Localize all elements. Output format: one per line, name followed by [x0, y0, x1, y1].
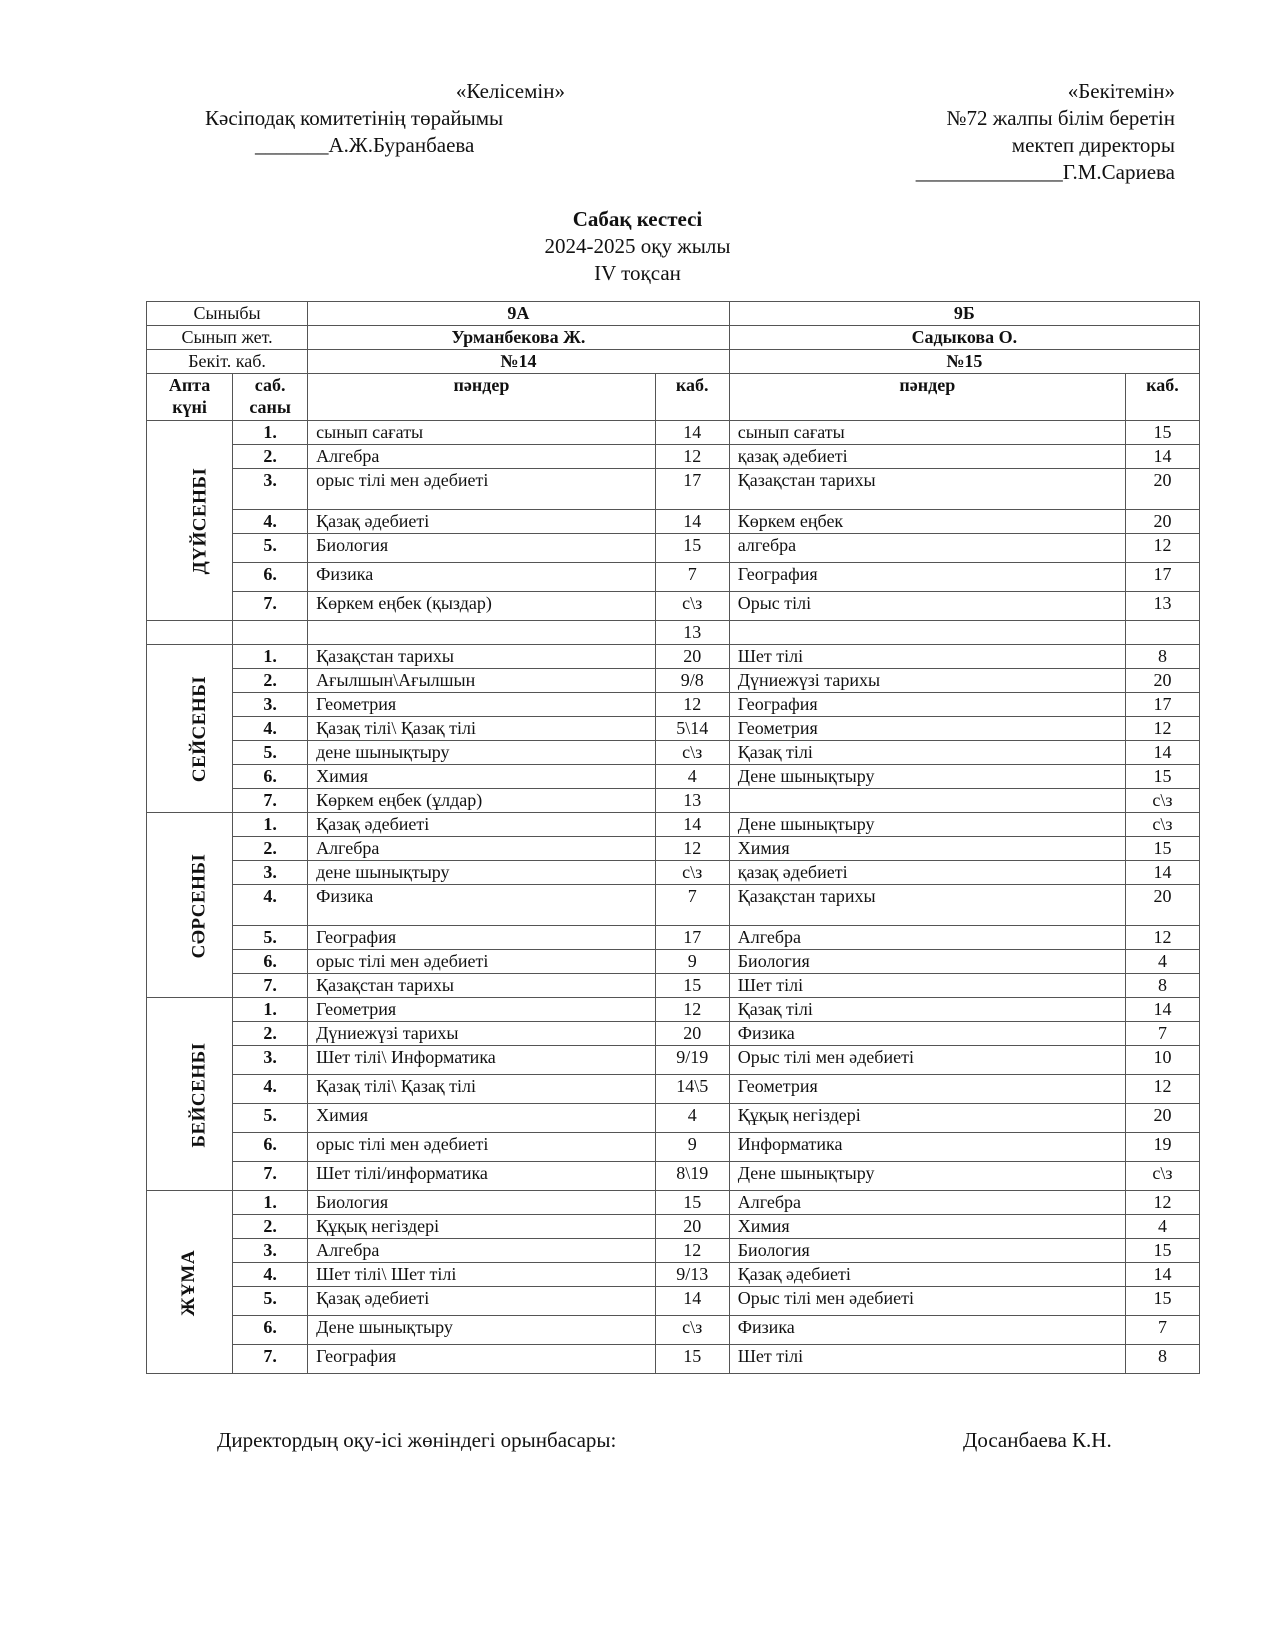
footer-position: Директордың оқу-ісі жөніндегі орынбасары:: [217, 1428, 617, 1452]
lesson-number: 6.: [233, 563, 308, 592]
room-9b: с\з: [1125, 789, 1199, 813]
subject-9a: Шет тілі\ Шет тілі: [308, 1263, 656, 1287]
quarter: IV тоқсан: [594, 261, 681, 285]
class-row: [147, 302, 1200, 326]
subject-9b: Физика: [729, 1022, 1125, 1046]
approval-right-title: «Бекітемін»: [1067, 79, 1175, 103]
lesson-row: [147, 1345, 1200, 1374]
room-9a: 12: [655, 837, 729, 861]
subject-9a: орыс тілі мен әдебиеті: [308, 950, 656, 974]
day-cell: [147, 813, 233, 998]
subject-9b: Информатика: [729, 1133, 1125, 1162]
subject-9b: қазақ әдебиеті: [729, 861, 1125, 885]
subject-9a: Геометрия: [308, 693, 656, 717]
lesson-number: 7.: [233, 789, 308, 813]
document-heading: [0, 206, 1275, 287]
lesson-row: [147, 1046, 1200, 1075]
subject-9b: Шет тілі: [729, 1345, 1125, 1374]
day-name: СӘРСЕНБІ: [188, 853, 210, 958]
lesson-number: 6.: [233, 1316, 308, 1345]
subject-9a: Химия: [308, 1104, 656, 1133]
room-9a: 5\14: [655, 717, 729, 741]
room-9b: 14: [1125, 998, 1199, 1022]
lesson-row: [147, 469, 1200, 510]
subject-9b: География: [729, 693, 1125, 717]
room-9b: с\з: [1125, 1162, 1199, 1191]
lesson-row: [147, 534, 1200, 563]
room-row: [147, 350, 1200, 374]
room-9a: 9: [655, 1133, 729, 1162]
day-cell: [147, 998, 233, 1191]
lesson-row: [147, 1191, 1200, 1215]
subject-9a: Құқық негіздері: [308, 1215, 656, 1239]
subject-9b: Орыс тілі мен әдебиеті: [729, 1046, 1125, 1075]
lesson-number: 2.: [233, 1215, 308, 1239]
approval-right-position-1: №72 жалпы білім беретін: [946, 106, 1175, 130]
approval-block-right: [755, 78, 1175, 186]
approval-left-position: Кәсіподақ комитетінің төрайымы: [205, 106, 504, 130]
lesson-row: [147, 693, 1200, 717]
subject-9a: дене шынықтыру: [308, 861, 656, 885]
subject-9b: Қазақ әдебиеті: [729, 1263, 1125, 1287]
lesson-row: [147, 837, 1200, 861]
subject-9a: орыс тілі мен әдебиеті: [308, 469, 656, 510]
room-9a: 20: [655, 1215, 729, 1239]
room-9b: 15: [1125, 765, 1199, 789]
lesson-row: [147, 974, 1200, 998]
lesson-number: 5.: [233, 741, 308, 765]
subject-9b: Дене шынықтыру: [729, 1162, 1125, 1191]
lesson-row: [147, 998, 1200, 1022]
class-9a: 9А: [308, 302, 730, 326]
lesson-row: [147, 926, 1200, 950]
lesson-number: 6.: [233, 950, 308, 974]
room-9b: 15: [1125, 1287, 1199, 1316]
lesson-row: [147, 1104, 1200, 1133]
room-9a-header: каб.: [655, 374, 729, 421]
room-9a: 17: [655, 469, 729, 510]
lesson-row: [147, 861, 1200, 885]
room-9a: 14: [655, 421, 729, 445]
class-9b: 9Б: [729, 302, 1199, 326]
lesson-row: [147, 592, 1200, 621]
room-9a: 9/8: [655, 669, 729, 693]
subject-9a: Шет тілі\ Информатика: [308, 1046, 656, 1075]
lesson-row: [147, 1133, 1200, 1162]
room-9b: 13: [1125, 592, 1199, 621]
room-9b: 12: [1125, 926, 1199, 950]
subjects-9a-header: пәндер: [308, 374, 656, 421]
subject-9b: Химия: [729, 837, 1125, 861]
subject-9b: Геометрия: [729, 1075, 1125, 1104]
room-9a: 12: [655, 1239, 729, 1263]
room-9a: 12: [655, 998, 729, 1022]
subject-9b: Шет тілі: [729, 645, 1125, 669]
room-9a: 15: [655, 1345, 729, 1374]
room-9b: 8: [1125, 974, 1199, 998]
subject-9b: Шет тілі: [729, 974, 1125, 998]
room-9b: 12: [1125, 717, 1199, 741]
room-9a: с\з: [655, 861, 729, 885]
lesson-number: 5.: [233, 1104, 308, 1133]
room-9a: 20: [655, 645, 729, 669]
room-9a: 7: [655, 563, 729, 592]
room-9a: №14: [308, 350, 730, 374]
room-9b: 17: [1125, 563, 1199, 592]
room-9b: 19: [1125, 1133, 1199, 1162]
room-label: Бекіт. каб.: [147, 350, 308, 374]
subject-9a: Ағылшын\Ағылшын: [308, 669, 656, 693]
lesson-number: 3.: [233, 861, 308, 885]
day-column-header: Апта күні: [147, 374, 233, 421]
lesson-number: 6.: [233, 1133, 308, 1162]
lesson-row: [147, 741, 1200, 765]
room-9a: 14: [655, 813, 729, 837]
room-9b: с\з: [1125, 813, 1199, 837]
room-9a: 15: [655, 534, 729, 563]
subject-9b: Биология: [729, 1239, 1125, 1263]
subject-9a: Геометрия: [308, 998, 656, 1022]
subject-9a: Физика: [308, 885, 656, 926]
room-9b: 14: [1125, 445, 1199, 469]
room-9a: с\з: [655, 592, 729, 621]
subject-9a: Қазақ әдебиеті: [308, 813, 656, 837]
lesson-number: 2.: [233, 837, 308, 861]
footer-name: Досанбаева К.Н.: [963, 1428, 1112, 1452]
lesson-row: [147, 885, 1200, 926]
room-9b: 17: [1125, 693, 1199, 717]
subject-9a: Қазақ тілі\ Қазақ тілі: [308, 717, 656, 741]
room-9a: 12: [655, 445, 729, 469]
approval-right-position-2: мектеп директоры: [1011, 133, 1175, 157]
room-9a: 20: [655, 1022, 729, 1046]
teacher-9b: Садыкова О.: [729, 326, 1199, 350]
room-9b: 14: [1125, 1263, 1199, 1287]
lesson-number: 4.: [233, 1075, 308, 1104]
lesson-row: [147, 1022, 1200, 1046]
lesson-row: [147, 1162, 1200, 1191]
lesson-number: 2.: [233, 445, 308, 469]
subject-9b: [729, 621, 1125, 645]
room-9a: 4: [655, 1104, 729, 1133]
room-9b: 8: [1125, 1345, 1199, 1374]
lesson-number: 4.: [233, 510, 308, 534]
room-9b: 8: [1125, 645, 1199, 669]
day-cell: [147, 421, 233, 621]
subject-9a: Дүниежүзі тарихы: [308, 1022, 656, 1046]
subject-9b: сынып сағаты: [729, 421, 1125, 445]
room-9a: с\з: [655, 741, 729, 765]
subject-9a: Көркем еңбек (ұлдар): [308, 789, 656, 813]
subject-9a: Биология: [308, 1191, 656, 1215]
subject-9b: Алгебра: [729, 1191, 1125, 1215]
lesson-number: 2.: [233, 669, 308, 693]
subject-9b: алгебра: [729, 534, 1125, 563]
subject-9b: Құқық негіздері: [729, 1104, 1125, 1133]
room-9a: 9: [655, 950, 729, 974]
room-9a: 9/19: [655, 1046, 729, 1075]
room-9b: 7: [1125, 1316, 1199, 1345]
lesson-number: 4.: [233, 1263, 308, 1287]
column-header-row: [147, 374, 1200, 421]
room-9a: 7: [655, 885, 729, 926]
teacher-9a: Урманбекова Ж.: [308, 326, 730, 350]
room-9b: 14: [1125, 741, 1199, 765]
class-label: Сыныбы: [147, 302, 308, 326]
lesson-column-header: саб. саны: [233, 374, 308, 421]
room-9b: 20: [1125, 510, 1199, 534]
subjects-9b-header: пәндер: [729, 374, 1125, 421]
subject-9b: Геометрия: [729, 717, 1125, 741]
subject-9a: География: [308, 1345, 656, 1374]
room-9b: 20: [1125, 669, 1199, 693]
teacher-row: [147, 326, 1200, 350]
day-cell: [147, 621, 233, 645]
schedule-table: [146, 301, 1200, 1374]
room-9b: 20: [1125, 469, 1199, 510]
subject-9b: Қазақ тілі: [729, 741, 1125, 765]
subject-9b: Орыс тілі: [729, 592, 1125, 621]
subject-9a: [308, 621, 656, 645]
room-9b: 7: [1125, 1022, 1199, 1046]
day-cell: [147, 1191, 233, 1374]
subject-9b: Орыс тілі мен әдебиеті: [729, 1287, 1125, 1316]
subject-9a: Қазақстан тарихы: [308, 974, 656, 998]
subject-9a: Қазақстан тарихы: [308, 645, 656, 669]
subject-9a: Физика: [308, 563, 656, 592]
subject-9b: География: [729, 563, 1125, 592]
lesson-number: 3.: [233, 693, 308, 717]
subject-9a: Биология: [308, 534, 656, 563]
lesson-number: 7.: [233, 1162, 308, 1191]
approval-left-signature: _______А.Ж.Буранбаева: [255, 133, 475, 157]
subject-9b: Физика: [729, 1316, 1125, 1345]
subject-9b: Дүниежүзі тарихы: [729, 669, 1125, 693]
room-9a: 9/13: [655, 1263, 729, 1287]
lesson-row: [147, 765, 1200, 789]
subject-9a: дене шынықтыру: [308, 741, 656, 765]
subject-9b: Көркем еңбек: [729, 510, 1125, 534]
lesson-number: 3.: [233, 1046, 308, 1075]
lesson-number: 4.: [233, 717, 308, 741]
lesson-number: 3.: [233, 1239, 308, 1263]
room-9b: 15: [1125, 837, 1199, 861]
page-title: Сабақ кестесі: [572, 207, 703, 231]
room-9b: 12: [1125, 534, 1199, 563]
room-9a: 17: [655, 926, 729, 950]
lesson-row: [147, 950, 1200, 974]
lesson-row: [147, 789, 1200, 813]
academic-year: 2024-2025 оқу жылы: [544, 234, 731, 258]
room-9a: с\з: [655, 1316, 729, 1345]
subject-9b: Қазақстан тарихы: [729, 469, 1125, 510]
subject-9b: Дене шынықтыру: [729, 813, 1125, 837]
room-9b: 14: [1125, 861, 1199, 885]
room-9b: 12: [1125, 1191, 1199, 1215]
room-9b: 10: [1125, 1046, 1199, 1075]
subject-9b: [729, 789, 1125, 813]
lesson-number: 1.: [233, 813, 308, 837]
lesson-number: 5.: [233, 534, 308, 563]
room-9b: 20: [1125, 885, 1199, 926]
room-9a: 14: [655, 510, 729, 534]
teacher-label: Сынып жет.: [147, 326, 308, 350]
approval-right-signature: ______________Г.М.Сариева: [915, 160, 1175, 184]
day-name: СЕЙСЕНБІ: [189, 675, 211, 783]
room-9b: 12: [1125, 1075, 1199, 1104]
subject-9a: Алгебра: [308, 445, 656, 469]
approval-block-left: [205, 78, 565, 159]
subject-9a: Қазақ әдебиеті: [308, 510, 656, 534]
day-name: БЕЙСЕНБІ: [188, 1041, 210, 1148]
subject-9a: орыс тілі мен әдебиеті: [308, 1133, 656, 1162]
day-name: ДҮЙСЕНБІ: [189, 467, 211, 575]
subject-9a: Қазақ тілі\ Қазақ тілі: [308, 1075, 656, 1104]
room-9a: 14: [655, 1287, 729, 1316]
subject-9a: Көркем еңбек (қыздар): [308, 592, 656, 621]
subject-9a: сынып сағаты: [308, 421, 656, 445]
lesson-row: [147, 621, 1200, 645]
lesson-row: [147, 1287, 1200, 1316]
lesson-number: 1.: [233, 421, 308, 445]
subject-9b: Дене шынықтыру: [729, 765, 1125, 789]
room-9a: 14\5: [655, 1075, 729, 1104]
room-9a: 15: [655, 974, 729, 998]
subject-9b: Химия: [729, 1215, 1125, 1239]
subject-9a: Қазақ әдебиеті: [308, 1287, 656, 1316]
lesson-number: 2.: [233, 1022, 308, 1046]
subject-9b: Қазақстан тарихы: [729, 885, 1125, 926]
lesson-row: [147, 445, 1200, 469]
lesson-row: [147, 510, 1200, 534]
lesson-row: [147, 1239, 1200, 1263]
room-9b: 15: [1125, 1239, 1199, 1263]
subject-9a: География: [308, 926, 656, 950]
lesson-row: [147, 1263, 1200, 1287]
lesson-row: [147, 1215, 1200, 1239]
room-9b: 4: [1125, 950, 1199, 974]
lesson-number: 7.: [233, 1345, 308, 1374]
room-9b: [1125, 621, 1199, 645]
subject-9a: Химия: [308, 765, 656, 789]
room-9b-header: каб.: [1125, 374, 1199, 421]
lesson-number: 1.: [233, 645, 308, 669]
subject-9a: Алгебра: [308, 1239, 656, 1263]
subject-9b: Биология: [729, 950, 1125, 974]
lesson-number: 4.: [233, 885, 308, 926]
room-9a: 13: [655, 621, 729, 645]
lesson-row: [147, 645, 1200, 669]
room-9b: 4: [1125, 1215, 1199, 1239]
lesson-row: [147, 1075, 1200, 1104]
lesson-row: [147, 669, 1200, 693]
lesson-number: 1.: [233, 1191, 308, 1215]
lesson-number: 3.: [233, 469, 308, 510]
lesson-number: 5.: [233, 926, 308, 950]
subject-9a: Шет тілі/информатика: [308, 1162, 656, 1191]
lesson-number: 5.: [233, 1287, 308, 1316]
subject-9a: Дене шынықтыру: [308, 1316, 656, 1345]
day-name: ЖҰМА: [178, 1249, 200, 1316]
room-9b: №15: [729, 350, 1199, 374]
subject-9b: Қазақ тілі: [729, 998, 1125, 1022]
room-9a: 8\19: [655, 1162, 729, 1191]
lesson-number: 1.: [233, 998, 308, 1022]
room-9a: 4: [655, 765, 729, 789]
room-9a: 12: [655, 693, 729, 717]
room-9a: 13: [655, 789, 729, 813]
lesson-row: [147, 813, 1200, 837]
subject-9b: Алгебра: [729, 926, 1125, 950]
lesson-row: [147, 421, 1200, 445]
lesson-number: 6.: [233, 765, 308, 789]
lesson-number: [233, 621, 308, 645]
room-9b: 20: [1125, 1104, 1199, 1133]
day-cell: [147, 645, 233, 813]
lesson-row: [147, 563, 1200, 592]
room-9a: 15: [655, 1191, 729, 1215]
subject-9a: Алгебра: [308, 837, 656, 861]
lesson-row: [147, 717, 1200, 741]
lesson-number: 7.: [233, 592, 308, 621]
lesson-number: 7.: [233, 974, 308, 998]
subject-9b: қазақ әдебиеті: [729, 445, 1125, 469]
lesson-row: [147, 1316, 1200, 1345]
room-9b: 15: [1125, 421, 1199, 445]
approval-left-title: «Келісемін»: [455, 79, 565, 103]
